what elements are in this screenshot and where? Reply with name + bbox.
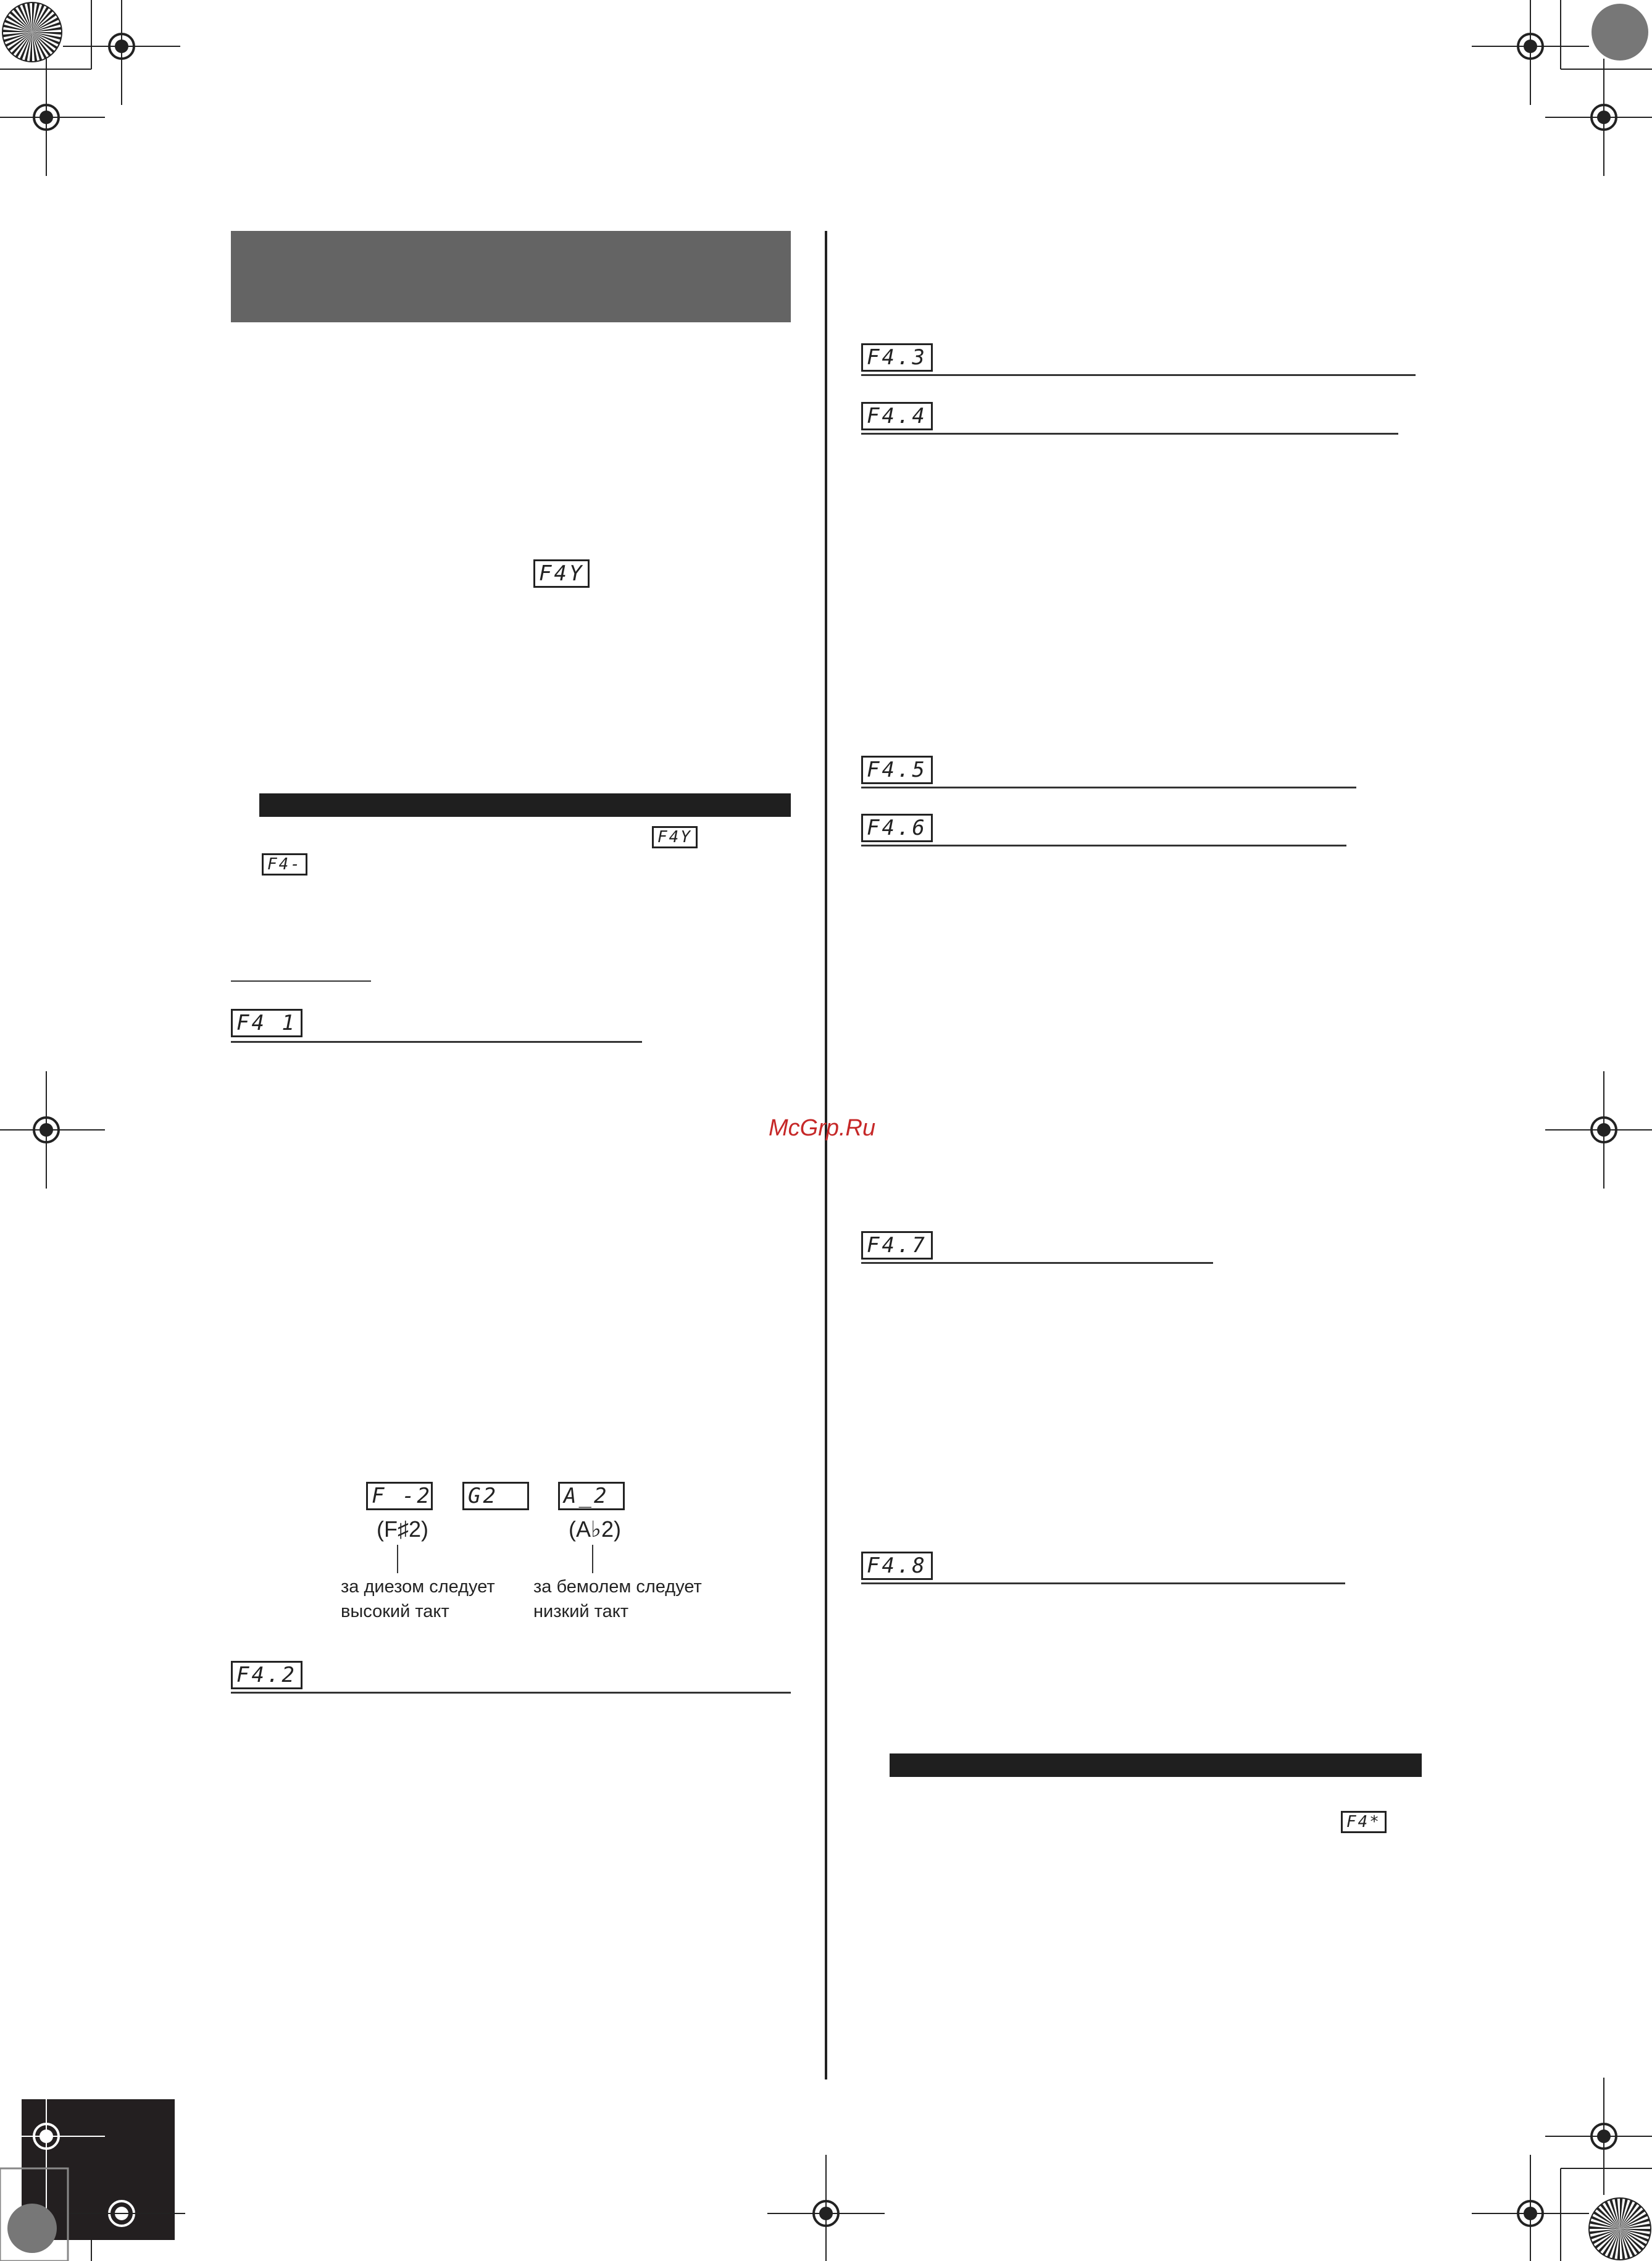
caption-flat-line2: низкий такт bbox=[533, 1602, 629, 1621]
section-rule-f46 bbox=[861, 845, 1346, 846]
starburst-target-icon bbox=[1584, 2193, 1652, 2261]
registration-mark-icon bbox=[1472, 2155, 1589, 2261]
column-divider bbox=[825, 231, 827, 2079]
pointer-line-sharp bbox=[397, 1545, 398, 1573]
registration-mark-icon bbox=[0, 1071, 105, 1189]
display-f46: F4.6 bbox=[861, 814, 933, 842]
caption-sharp bbox=[341, 1574, 495, 1624]
watermark-text: McGrp.Ru bbox=[769, 1115, 876, 1141]
registration-mark-icon bbox=[1545, 1071, 1652, 1189]
starburst-target-icon bbox=[0, 0, 68, 68]
section-rule-f41 bbox=[231, 1041, 642, 1043]
section-rule-f43 bbox=[861, 374, 1416, 376]
display-f43: F4.3 bbox=[861, 343, 933, 372]
pitch-display-sharp: F -2 bbox=[366, 1482, 433, 1510]
section-rule-f42 bbox=[231, 1692, 791, 1694]
note-header-bar bbox=[259, 793, 791, 817]
section-rule-f48 bbox=[861, 1582, 1345, 1584]
caption-sharp-line2: высокий такт bbox=[341, 1602, 449, 1621]
gray-target-icon bbox=[1584, 0, 1652, 68]
registration-mark-icon bbox=[1545, 59, 1652, 176]
caption-flat bbox=[533, 1574, 702, 1624]
registration-mark-icon bbox=[0, 59, 105, 176]
section-rule-f45 bbox=[861, 787, 1356, 788]
registration-mark-icon bbox=[1472, 0, 1589, 105]
display-f42: F4.2 bbox=[231, 1661, 302, 1689]
display-f45: F4.5 bbox=[861, 756, 933, 784]
registration-mark-icon bbox=[767, 2155, 885, 2261]
display-f47: F4.7 bbox=[861, 1231, 933, 1260]
display-f4-dash: F4- bbox=[262, 853, 307, 876]
pitch-display-natural: G2 bbox=[462, 1482, 529, 1510]
display-f44: F4.4 bbox=[861, 402, 933, 430]
pitch-display-flat: A_2 bbox=[558, 1482, 625, 1510]
caption-flat-line1: за бемолем следует bbox=[533, 1577, 702, 1597]
short-rule bbox=[231, 980, 371, 982]
section-rule-f44 bbox=[861, 433, 1398, 435]
pitch-label-sharp: (F♯2) bbox=[377, 1516, 428, 1542]
section-header-block bbox=[231, 231, 791, 322]
display-f48: F4.8 bbox=[861, 1552, 933, 1580]
pitch-label-flat: (A♭2) bbox=[569, 1516, 621, 1542]
display-f4y-note: F4Y bbox=[652, 826, 698, 848]
display-f4y: F4Y bbox=[533, 559, 590, 588]
pointer-line-flat bbox=[592, 1545, 593, 1573]
display-f41: F4 1 bbox=[231, 1009, 302, 1037]
section-rule-f47 bbox=[861, 1262, 1213, 1264]
registration-mark-icon bbox=[63, 0, 180, 105]
caption-sharp-line1: за диезом следует bbox=[341, 1577, 495, 1597]
display-f4-star: F4* bbox=[1341, 1811, 1387, 1833]
note-header-bar-right bbox=[890, 1753, 1422, 1777]
corner-marks bbox=[0, 2076, 185, 2261]
